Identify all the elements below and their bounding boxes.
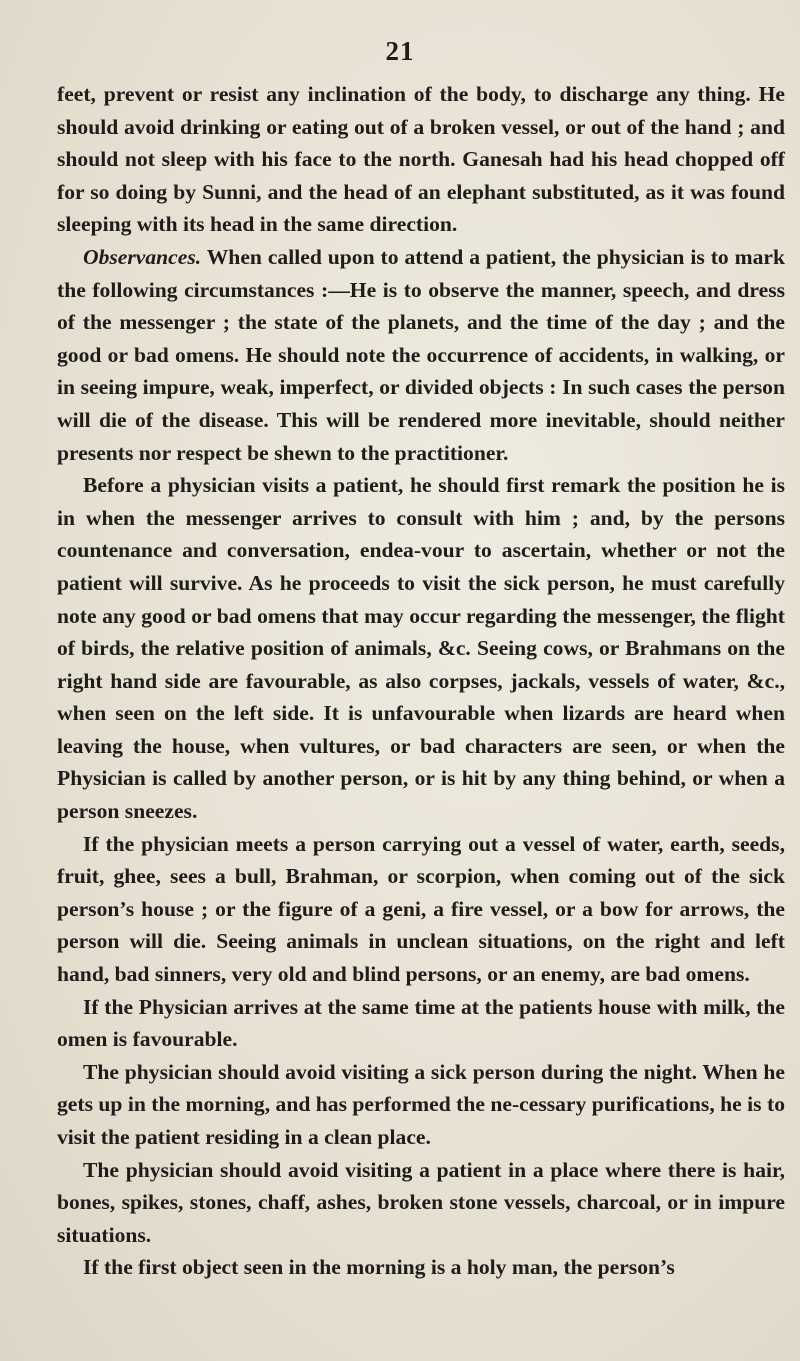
- paragraph-7-text: The physician should avoid visiting a patient in a place where there is hair, bones, spikes, stones, chaff, ashes, broken stone vessels, charcoal, or in impure situations.: [57, 1157, 785, 1247]
- paragraph-1: [57, 78, 785, 241]
- paragraph-5: [57, 991, 785, 1056]
- paragraph-8-text: If the first object seen in the morning is a holy man, the person’s: [83, 1255, 675, 1280]
- paragraph-1-text: feet, prevent or resist any inclination of the body, to discharge any thing. He should avoid drinking or eating out of a broken vessel, or out of the hand ; and should not sleep with his face to the north. Ganesah had his head chopped off for so doing by Sunni, and the head of an elephant substituted, as it was found sleeping with its head in the same direction.: [57, 82, 785, 237]
- paragraph-6-text: The physician should avoid visiting a sick person during the night. When he gets up in the morning, and has performed the ne-cessary purifications, he is to visit the patient residing in a clean place.: [57, 1059, 785, 1149]
- paragraph-4: [57, 828, 785, 991]
- paragraph-3-text: Before a physician visits a patient, he should first remark the position he is in when the messenger arrives to consult with him ; and, by the persons countenance and conversation, endea-vour to ascertain, whether or not the patient will survive. As he proceeds to visit the sick person, he must carefully note any good or bad omens that may occur regarding the messenger, the flight of birds, the relative position of animals, &c. Seeing cows, or Brahmans on the right hand side are favourable, as also corpses, jackals, vessels of water, &c., when seen on the left side. It is unfavourable when lizards are heard when leaving the house, when vultures, or bad characters are seen, or when the Physician is called by another person, or is hit by any thing behind, or when a person sneezes.: [57, 473, 785, 824]
- paragraph-2-lead: Observances.: [83, 244, 202, 269]
- paragraph-2: [57, 241, 785, 469]
- paragraph-6: [57, 1056, 785, 1154]
- paragraph-7: [57, 1154, 785, 1252]
- body-text: [57, 78, 785, 1284]
- paragraph-2-text: When called upon to attend a patient, the physician is to mark the following circumstances :—He is to observe the manner, speech, and dress of the messenger ; the state of the planets, and the time of the day ; and the good or bad omens. He should note the occurrence of accidents, in walking, or in seeing impure, weak, imperfect, or divided objects : In such cases the person will die of the disease. This will be rendered more inevitable, should neither presents nor respect be shewn to the practitioner.: [57, 244, 785, 465]
- paragraph-4-text: If the physician meets a person carrying out a vessel of water, earth, seeds, fruit, ghee, sees a bull, Brahman, or scorpion, when coming out of the sick person’s house ; or the figure of a geni, a fire vessel, or a bow for arrows, the person will die. Seeing animals in unclean situations, on the right and left hand, bad sinners, very old and blind persons, or an enemy, are bad omens.: [57, 831, 785, 987]
- paragraph-8: [57, 1251, 785, 1284]
- paragraph-3: [57, 469, 785, 828]
- paragraph-5-text: If the Physician arrives at the same time at the patients house with milk, the omen is favourable.: [57, 994, 785, 1052]
- page-number: 21: [385, 36, 415, 66]
